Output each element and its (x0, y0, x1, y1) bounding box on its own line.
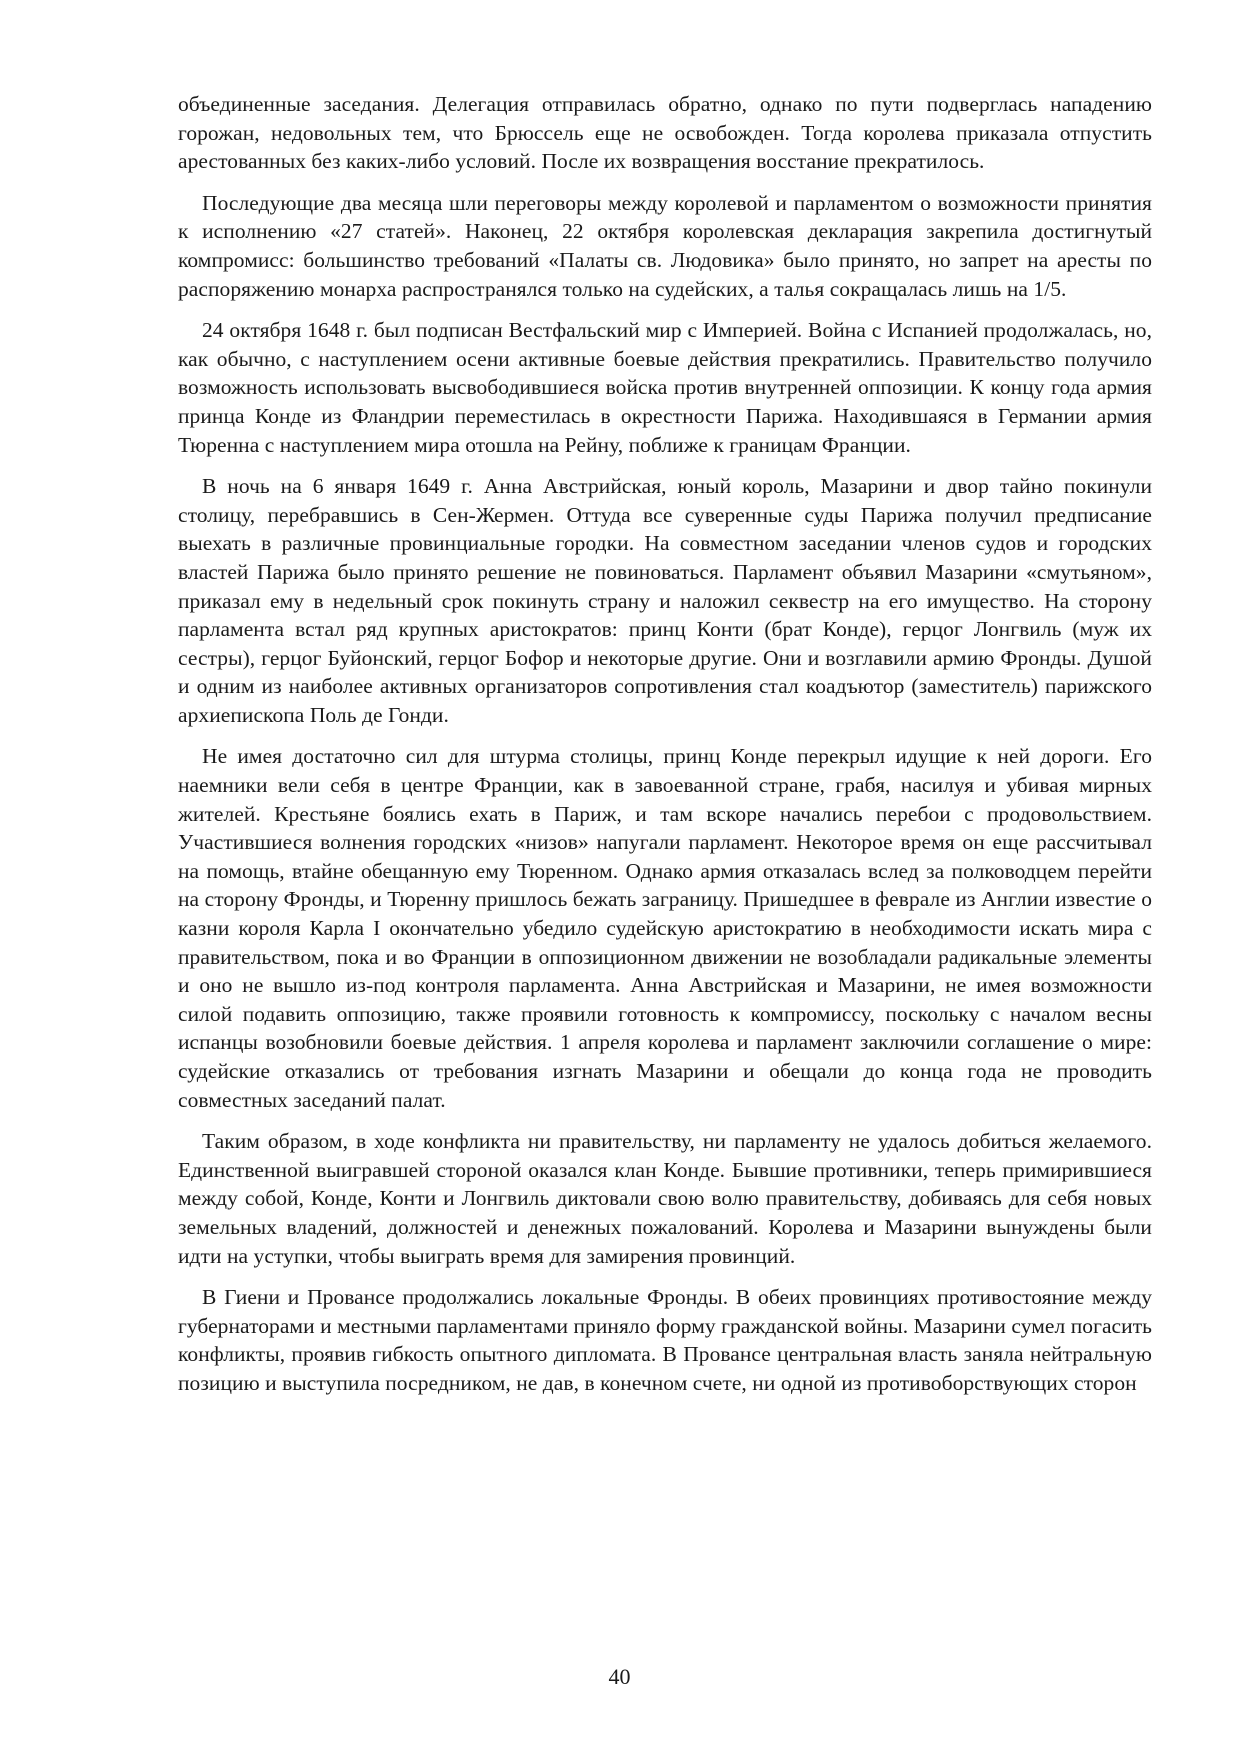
paragraph-6: Таким образом, в ходе конфликта ни правительству, ни парламенту не удалось добиться желаемого. Единственной выигравшей стороной оказался клан Конде. Бывшие противники, теперь примирившиеся между собой, Конде, Конти и Лонгвиль диктовали свою волю правительству, добиваясь для себя новых земельных владений, должностей и денежных пожалований. Королева и Мазарини вынуждены были идти на уступки, чтобы выиграть время для замирения провинций. (178, 1129, 1152, 1268)
page-body (178, 90, 1152, 1411)
paragraph-4: В ночь на 6 января 1649 г. Анна Австрийская, юный король, Мазарини и двор тайно покинули столицу, перебравшись в Сен-Жермен. Оттуда все суверенные суды Парижа получил предписание выехать в различные провинциальные городки. На совместном заседании членов судов и городских властей Парижа было принято решение не повиноваться. Парламент объявил Мазарини «смутьяном», приказал ему в недельный срок покинуть страну и наложил секвестр на его имущество. На сторону парламента встал ряд крупных аристократов: принц Конти (брат Конде), герцог Лонгвиль (муж их сестры), герцог Буйонский, герцог Бофор и некоторые другие. Они и возглавили армию Фронды. Душой и одним из наиболее активных организаторов сопротивления стал коадъютор (заместитель) парижского архиепископа Поль де Гонди. (178, 474, 1152, 727)
paragraph-2: Последующие два месяца шли переговоры между королевой и парламентом о возможности принятия к исполнению «27 статей». Наконец, 22 октября королевская декларация закрепила достигнутый компромисс: большинство требований «Палаты св. Людовика» было принято, но запрет на аресты по распоряжению монарха распространялся только на судейских, а талья сокращалась лишь на 1/5. (178, 190, 1152, 301)
page-number: 40 (608, 1664, 631, 1689)
paragraph-5: Не имея достаточно сил для штурма столицы, принц Конде перекрыл идущие к ней дороги. Его наемники вели себя в центре Франции, как в завоеванной стране, грабя, насилуя и убивая мирных жителей. Крестьяне боялись ехать в Париж, и там вскоре начались перебои с продовольствием. Участившиеся волнения городских «низов» напугали парламент. Некоторое время он еще рассчитывал на помощь, втайне обещанную ему Тюренном. Однако армия отказалась вслед за полководцем перейти на сторону Фронды, и Тюренну пришлось бежать заграницу. Пришедшее в феврале из Англии известие о казни короля Карла I окончательно убедило судейскую аристократию в необходимости искать мира с правительством, пока и во Франции в оппозиционном движении не возобладали радикальные элементы и оно не вышло из-под контроля парламента. Анна Австрийская и Мазарини, не имея возможности силой подавить оппозицию, также проявили готовность к компромиссу, поскольку с началом весны испанцы возобновили боевые действия. 1 апреля королева и парламент заключили соглашение о мире: судейские отказались от требования изгнать Мазарини и обещали до конца года не проводить совместных заседаний палат. (178, 744, 1152, 1112)
paragraph-3: 24 октября 1648 г. был подписан Вестфальский мир с Империей. Война с Испанией продолжалась, но, как обычно, с наступлением осени активные боевые действия прекратились. Правительство получило возможность использовать высвободившиеся войска против внутренней оппозиции. К концу года армия принца Конде из Фландрии переместилась в окрестности Парижа. Находившаяся в Германии армия Тюренна с наступлением мира отошла на Рейну, поближе к границам Франции. (178, 318, 1152, 457)
paragraph-7: В Гиени и Провансе продолжались локальные Фронды. В обеих провинциях противостояние между губернаторами и местными парламентами приняло форму гражданской войны. Мазарини сумел погасить конфликты, проявив гибкость опытного дипломата. В Провансе центральная власть заняла нейтральную позицию и выступила посредником, не дав, в конечном счете, ни одной из противоборствующих сторон (178, 1285, 1152, 1395)
paragraph-1: объединенные заседания. Делегация отправилась обратно, однако по пути подверглась нападению горожан, недовольных тем, что Брюссель еще не освобожден. Тогда королева приказала отпустить арестованных без каких-либо условий. После их возвращения восстание прекратилось. (178, 92, 1152, 174)
